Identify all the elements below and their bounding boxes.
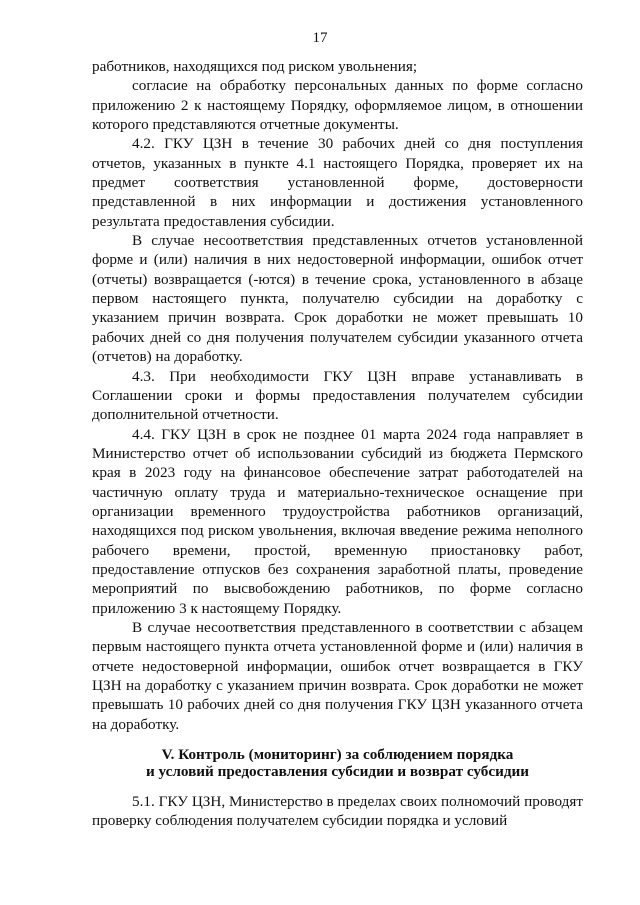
paragraphs-after-section xyxy=(92,792,583,831)
paragraph-4-3: 4.3. При необходимости ГКУ ЦЗН вправе устанавливать в Соглашении сроки и формы предоставления получателем субсидии дополнительной отчетности. xyxy=(92,367,583,424)
paragraph-4-4-mismatch: В случае несоответствия представленного в соответствии с абзацем первым настоящего пункта отчета установленной форме и (или) наличия в отчете недостоверной информации, ошибок отчет возвращается в ГКУ ЦЗН на доработку с указанием причин возврата. Срок доработки не может превышать 10 рабочих дней со дня получения ГКУ ЦЗН указанного отчета на доработку. xyxy=(92,618,583,733)
paragraph-4-2: 4.2. ГКУ ЦЗН в течение 30 рабочих дней со дня поступления отчетов, указанных в пункте 4.1 настоящего Порядка, проверяет их на предмет соответствия установленной форме, достоверности представленной в них информации и достижения установленного результата предоставления субсидии. xyxy=(92,135,583,230)
section-heading xyxy=(92,746,583,780)
section-heading-line-2: и условий предоставления субсидии и возврат субсидии xyxy=(145,763,530,781)
paragraph-4-4: 4.4. ГКУ ЦЗН в срок не позднее 01 марта 2024 года направляет в Министерство отчет об использовании субсидий из бюджета Пермского края в 2023 году на финансовое обеспечение затрат работодателей на частичную оплату труда и материально-техническое оснащение при организации временного трудоустройства работников организаций, находящихся под риском увольнения, включая введение режима неполного рабочего времени, простой, временную приостановку работ, предоставление отпусков без сохранения заработной платы, проведение мероприятий по высвобождению работников, по форме согласно приложению 3 к настоящему Порядку. xyxy=(92,425,583,617)
document-body xyxy=(92,57,583,831)
paragraphs-before-section xyxy=(92,57,583,734)
paragraph-consent: согласие на обработку персональных данных по форме согласно приложению 2 к настоящему Порядку, оформляемое лицом, в отношении которого представляются отчетные документы. xyxy=(92,77,583,134)
paragraph-4-2-mismatch: В случае несоответствия представленных отчетов установленной форме и (или) наличия в них недостоверной информации, ошибок отчет (отчеты) возвращается (-ются) в течение срока, установленного в абзаце первом настоящего пункта, получателю субсидии на доработку с указанием причин возврата. Срок доработки не может превышать 10 рабочих дней со дня получения получателем субсидии указанного отчета (отчетов) на доработку. xyxy=(92,232,583,366)
paragraph-employees: работников, находящихся под риском увольнения; xyxy=(92,58,418,75)
page-number: 17 xyxy=(312,30,328,46)
section-heading-line-1: V. Контроль (мониторинг) за соблюдением порядка xyxy=(161,746,514,764)
paragraph-5-1: 5.1. ГКУ ЦЗН, Министерство в пределах своих полномочий проводят проверку соблюдения получателем субсидии порядка и условий xyxy=(92,793,583,830)
